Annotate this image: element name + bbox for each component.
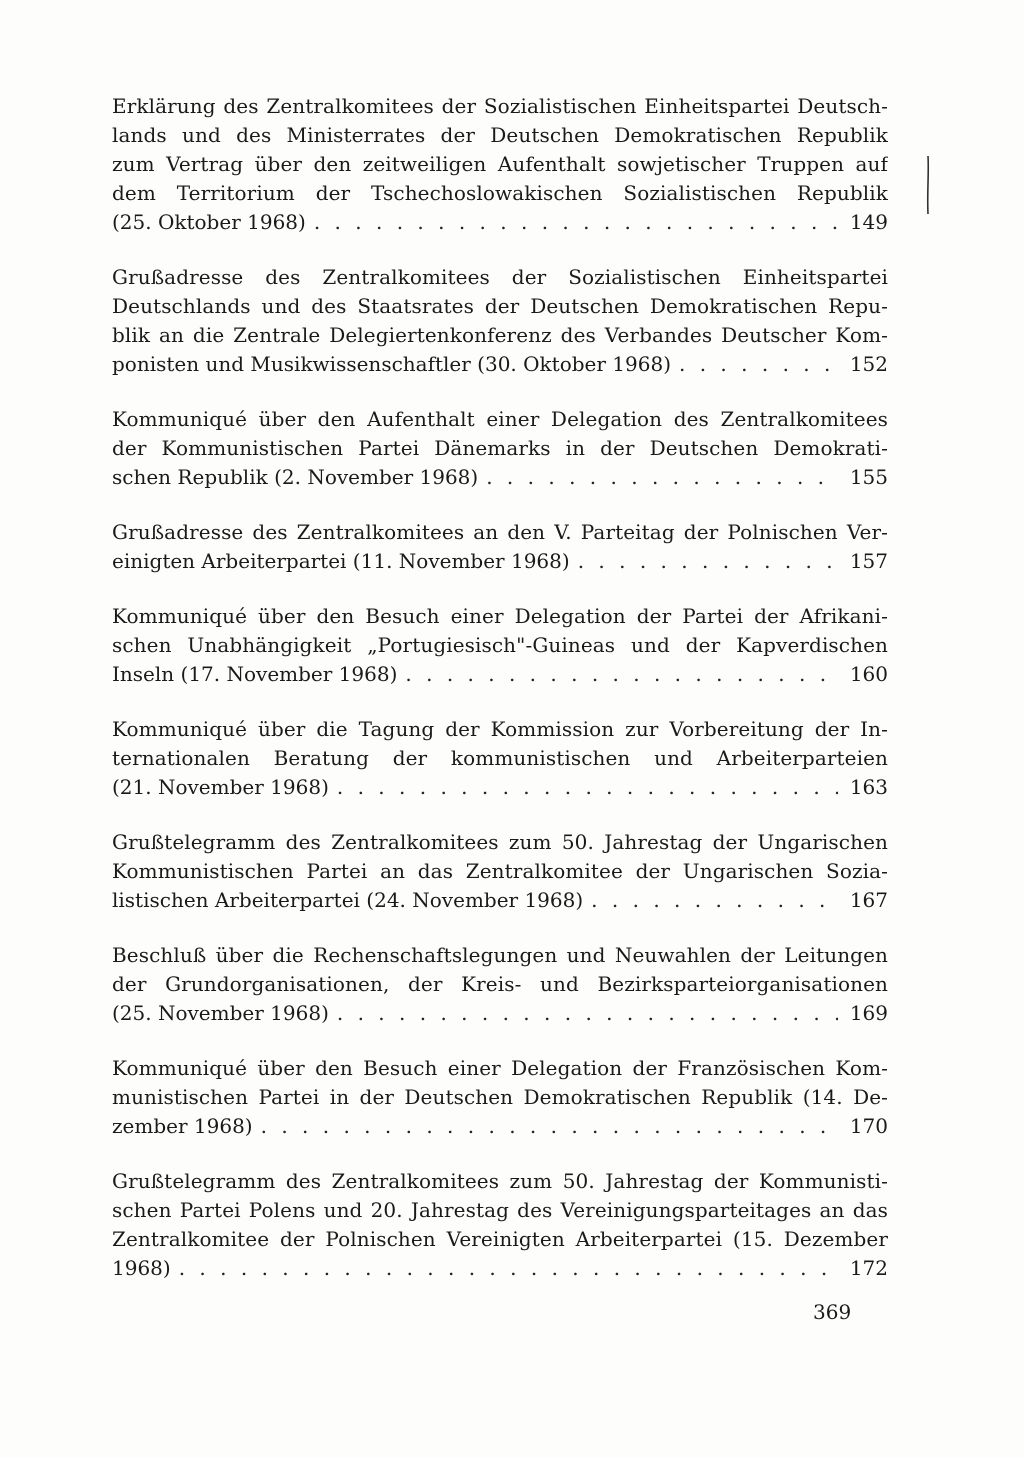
toc-entry [112, 715, 888, 802]
entry-page-number: 149 [849, 210, 888, 234]
toc-entry [112, 1054, 888, 1141]
dot-leader [578, 547, 838, 576]
entry-last-line [112, 886, 888, 915]
entry-last-text: listischen Arbeiterpartei (24. November 1968) [112, 888, 584, 912]
entry-last-line [112, 660, 888, 689]
dot-leader [486, 463, 838, 492]
entry-last-line [112, 999, 888, 1028]
entry-text-line: ternationalen Beratung der kommunistischen und Arbeiterparteien [112, 746, 888, 770]
table-of-contents [112, 92, 888, 1309]
entry-page-number: 172 [849, 1256, 888, 1280]
dot-leader [679, 350, 838, 379]
toc-entry [112, 518, 888, 576]
dot-leader [591, 886, 838, 915]
dot-leader [314, 208, 838, 237]
entry-text-line: dem Territorium der Tschechoslowakischen Sozialistischen Republik [112, 181, 888, 205]
toc-entry [112, 941, 888, 1028]
entry-page-number: 155 [849, 465, 888, 489]
entry-text-line: Zentralkomitee der Polnischen Vereinigten Arbeiterpartei (15. Dezember [112, 1227, 888, 1251]
entry-last-text: (21. November 1968) [112, 775, 329, 799]
entry-text-line: Kommunistischen Partei an das Zentralkomitee der Ungarischen Sozia- [112, 859, 888, 883]
toc-entry [112, 828, 888, 915]
entry-text-line: Grußadresse des Zentralkomitees an den V. Parteitag der Polnischen Ver- [112, 520, 888, 544]
entry-text-line: schen Unabhängigkeit „Portugiesisch"-Guineas und der Kapverdischen [112, 633, 888, 657]
entry-page-number: 160 [849, 662, 888, 686]
entry-last-line [112, 350, 888, 379]
entry-text-line: Kommuniqué über den Aufenthalt einer Delegation des Zentralkomitees [112, 407, 888, 431]
entry-text-line: Grußtelegramm des Zentralkomitees zum 50. Jahrestag der Ungarischen [112, 830, 888, 854]
entry-last-line [112, 1254, 888, 1283]
entry-page-number: 163 [849, 775, 888, 799]
entry-last-line [112, 463, 888, 492]
entry-last-text: ponisten und Musikwissenschaftler (30. Oktober 1968) [112, 352, 671, 376]
dot-leader [261, 1112, 838, 1141]
entry-last-text: einigten Arbeiterpartei (11. November 1968) [112, 549, 570, 573]
entry-last-text: 1968) [112, 1256, 171, 1280]
entry-last-text: (25. November 1968) [112, 1001, 329, 1025]
dot-leader [405, 660, 838, 689]
entry-last-line [112, 773, 888, 802]
entry-text-line: Grußadresse des Zentralkomitees der Sozialistischen Einheitspartei [112, 265, 888, 289]
toc-entry [112, 405, 888, 492]
entry-last-line [112, 547, 888, 576]
entry-last-text: (25. Oktober 1968) [112, 210, 306, 234]
dot-leader [179, 1254, 838, 1283]
entry-page-number: 170 [849, 1114, 888, 1138]
entry-last-text: zember 1968) [112, 1114, 253, 1138]
entry-text-line: Deutschlands und des Staatsrates der Deutschen Demokratischen Repu- [112, 294, 888, 318]
entry-page-number: 167 [849, 888, 888, 912]
entry-text-line: blik an die Zentrale Delegiertenkonferenz des Verbandes Deutscher Kom- [112, 323, 888, 347]
entry-text-line: munistischen Partei in der Deutschen Demokratischen Republik (14. De- [112, 1085, 888, 1109]
entry-last-line [112, 1112, 888, 1141]
toc-entry [112, 1167, 888, 1283]
entry-page-number: 152 [849, 352, 888, 376]
entry-text-line: zum Vertrag über den zeitweiligen Aufenthalt sowjetischer Truppen auf [112, 152, 888, 176]
entry-last-text: schen Republik (2. November 1968) [112, 465, 479, 489]
entry-text-line: schen Partei Polens und 20. Jahrestag des Vereinigungsparteitages an das [112, 1198, 888, 1222]
entry-text-line: lands und des Ministerrates der Deutschen Demokratischen Republik [112, 123, 888, 147]
entry-last-line [112, 208, 888, 237]
toc-entry [112, 602, 888, 689]
dot-leader [337, 999, 838, 1028]
entry-last-text: Inseln (17. November 1968) [112, 662, 398, 686]
toc-entry [112, 263, 888, 379]
entry-text-line: der Kommunistischen Partei Dänemarks in der Deutschen Demokrati- [112, 436, 888, 460]
entry-text-line: Erklärung des Zentralkomitees der Sozialistischen Einheitspartei Deutsch- [112, 94, 888, 118]
dot-leader [337, 773, 838, 802]
entry-page-number: 169 [849, 1001, 888, 1025]
entry-text-line: Beschluß über die Rechenschaftslegungen und Neuwahlen der Leitungen [112, 943, 888, 967]
entry-text-line: der Grundorganisationen, der Kreis- und Bezirksparteiorganisationen [112, 972, 888, 996]
entry-text-line: Kommuniqué über den Besuch einer Delegation der Partei der Afrikani- [112, 604, 888, 628]
toc-entry [112, 92, 888, 237]
entry-page-number: 157 [849, 549, 888, 573]
entry-text-line: Grußtelegramm des Zentralkomitees zum 50. Jahrestag der Kommunisti- [112, 1169, 888, 1193]
entry-text-line: Kommuniqué über den Besuch einer Delegation der Französischen Kom- [112, 1056, 888, 1080]
page-number: 369 [813, 1300, 852, 1324]
margin-pencil-mark [925, 155, 931, 215]
entry-text-line: Kommuniqué über die Tagung der Kommission zur Vorbereitung der In- [112, 717, 888, 741]
